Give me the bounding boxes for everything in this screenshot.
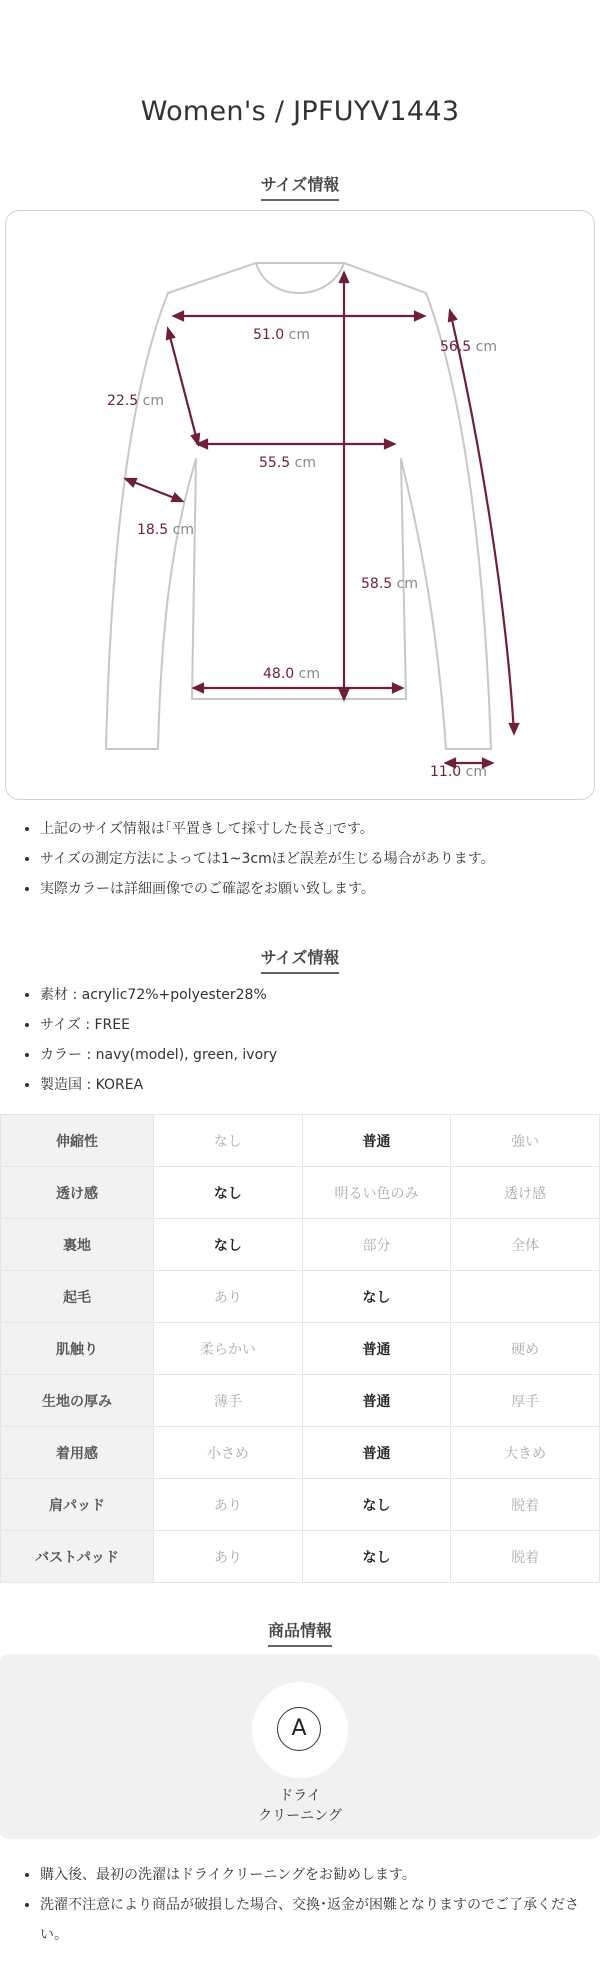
attribute-label: 肌触り <box>1 1323 154 1375</box>
attribute-label: 生地の厚み <box>1 1375 154 1427</box>
attribute-option: 大きめ <box>451 1427 600 1479</box>
attribute-option: 小さめ <box>154 1427 303 1479</box>
hem-measurement: 48.0 cm <box>263 666 320 682</box>
attribute-option-selected: なし <box>302 1479 451 1531</box>
attribute-option: なし <box>154 1115 303 1167</box>
attribute-option-selected: なし <box>302 1271 451 1323</box>
size-info-heading: サイズ情報 <box>0 172 600 201</box>
attribute-option-selected: なし <box>154 1219 303 1271</box>
attribute-label: 肩パッド <box>1 1479 154 1531</box>
spec-info-heading: サイズ情報 <box>0 945 600 974</box>
neckline <box>256 263 344 293</box>
arrowhead <box>192 434 199 444</box>
attribute-option: 全体 <box>451 1219 600 1271</box>
attribute-option: 明るい色のみ <box>302 1167 451 1219</box>
table-row <box>1 1115 600 1167</box>
size-diagram <box>5 210 595 800</box>
attribute-option-selected: 普通 <box>302 1115 451 1167</box>
arrowhead <box>194 684 203 692</box>
attribute-option-selected: なし <box>154 1167 303 1219</box>
arrowhead <box>126 479 136 486</box>
attribute-option: 薄手 <box>154 1375 303 1427</box>
table-row <box>1 1167 600 1219</box>
list-item: • 洗濯不注意により商品が破損した場合、交換･返金が困難となりますのでご了承ください。 <box>40 1890 600 1950</box>
list-item: • サイズの測定方法によっては1~3cmほど誤差が生じる場合があります。 <box>40 844 600 874</box>
attribute-option: 脱着 <box>451 1531 600 1583</box>
sleeve-width-measurement: 18.5 cm <box>137 522 194 538</box>
dry-clean-icon: A <box>277 1707 321 1751</box>
attribute-label: バストパッド <box>1 1531 154 1583</box>
table-row <box>1 1427 600 1479</box>
arrowhead <box>340 690 348 699</box>
attribute-option: あり <box>154 1479 303 1531</box>
shoulder-measurement: 51.0 cm <box>253 327 310 343</box>
table-row <box>1 1375 600 1427</box>
chest-measurement: 55.5 cm <box>259 455 316 471</box>
spec-size: • サイズ : FREE <box>40 1010 600 1040</box>
spec-material: • 素材 : acrylic72%+polyester28% <box>40 980 600 1010</box>
table-row <box>1 1219 600 1271</box>
sleeve-length-line <box>450 311 514 733</box>
care-icon-badge <box>252 1682 348 1778</box>
list-item: • 購入後、最初の洗濯はドライクリーニングをお勧めします。 <box>40 1860 600 1890</box>
attribute-option: 硬め <box>451 1323 600 1375</box>
attribute-option: 透け感 <box>451 1167 600 1219</box>
arrowhead <box>167 329 174 339</box>
arrowhead <box>172 494 182 501</box>
arrowhead <box>393 684 402 692</box>
arrowhead <box>510 724 518 733</box>
arrowhead <box>415 312 424 320</box>
attribute-option: 脱着 <box>451 1479 600 1531</box>
cuff-measurement: 11.0 cm <box>430 764 487 780</box>
spec-list <box>20 980 600 1100</box>
spec-country: • 製造国 : KOREA <box>40 1070 600 1100</box>
attribute-option-selected: 普通 <box>302 1323 451 1375</box>
page-title: Women's / JPFUYV1443 <box>140 96 460 127</box>
spec-color: • カラー : navy(model), green, ivory <box>40 1040 600 1070</box>
size-notes-list <box>20 814 600 904</box>
table-row <box>1 1323 600 1375</box>
attribute-label: 着用感 <box>1 1427 154 1479</box>
sleeve-length-measurement: 58.5 cm <box>361 576 418 592</box>
list-item: • 実際カラーは詳細画像でのご確認をお願い致します。 <box>40 874 600 904</box>
arrowhead <box>340 273 348 282</box>
attribute-label: 透け感 <box>1 1167 154 1219</box>
attribute-label: 裏地 <box>1 1219 154 1271</box>
attribute-option: 部分 <box>302 1219 451 1271</box>
sweater-outline-diagram <box>6 211 594 799</box>
attribute-label: 伸縮性 <box>1 1115 154 1167</box>
attribute-option-selected: 普通 <box>302 1427 451 1479</box>
attribute-label: 起毛 <box>1 1271 154 1323</box>
product-notes-list <box>20 1860 600 1950</box>
product-info-heading: 商品情報 <box>0 1618 600 1647</box>
list-item: • 上記のサイズ情報は｢平置きして採寸した長さ｣です。 <box>40 814 600 844</box>
total-length-measurement: 56.5 cm <box>440 339 497 355</box>
arrowhead <box>174 312 183 320</box>
care-instructions-panel <box>0 1654 600 1839</box>
armhole-line <box>168 329 198 444</box>
attribute-option-selected: 普通 <box>302 1375 451 1427</box>
table-row <box>1 1271 600 1323</box>
arrowhead <box>385 440 394 448</box>
fabric-attribute-table <box>0 1114 600 1583</box>
table-row <box>1 1531 600 1583</box>
table-row <box>1 1479 600 1531</box>
attribute-option <box>451 1271 600 1323</box>
attribute-option-selected: なし <box>302 1531 451 1583</box>
attribute-option: 厚手 <box>451 1375 600 1427</box>
attribute-option: 強い <box>451 1115 600 1167</box>
attribute-option: あり <box>154 1271 303 1323</box>
care-label-line1: ドライ <box>279 1788 321 1804</box>
attribute-option: あり <box>154 1531 303 1583</box>
attribute-option: 柔らかい <box>154 1323 303 1375</box>
care-label-line2: クリーニング <box>258 1808 342 1824</box>
armhole-measurement: 22.5 cm <box>107 393 164 409</box>
arrowhead <box>449 311 456 321</box>
